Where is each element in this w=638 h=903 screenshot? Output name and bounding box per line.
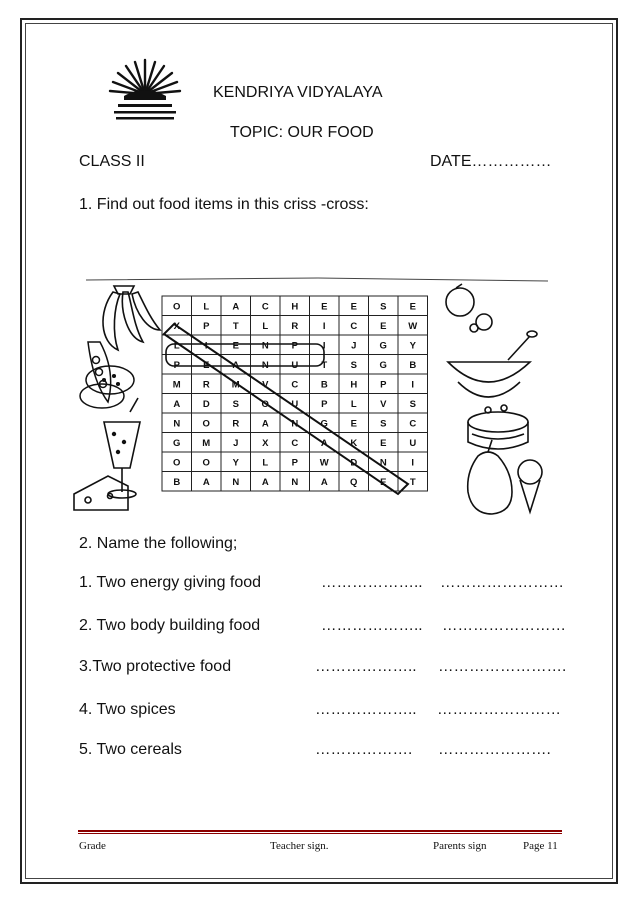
- grid-letter: B: [173, 476, 181, 488]
- grid-letter: H: [350, 379, 358, 391]
- grid-letter: E: [409, 301, 416, 313]
- bowl-icon: [448, 331, 537, 397]
- grid-letter: G: [379, 359, 387, 371]
- grid-letter: O: [202, 418, 210, 430]
- footer-page-number: Page 11: [523, 840, 558, 852]
- word-search-illustration: [68, 272, 560, 520]
- grid-letter: E: [350, 418, 357, 430]
- grid-letter: E: [380, 476, 387, 488]
- grid-letter: E: [350, 301, 357, 313]
- grid-letter: L: [203, 301, 210, 313]
- grid-letter: L: [262, 457, 269, 469]
- q2-item-3-blank-2[interactable]: …………………….: [438, 658, 567, 675]
- ice-cream-icon: [518, 460, 542, 512]
- question-1-text: 1. Find out food items in this criss -cross:: [79, 196, 369, 213]
- grid-letter: M: [231, 379, 240, 391]
- grid-letter: T: [409, 476, 416, 488]
- cheese-icon: [74, 476, 128, 510]
- grid-letter: C: [409, 418, 417, 430]
- grid-letter: S: [380, 418, 387, 430]
- grid-letter: N: [379, 457, 387, 469]
- grid-letter: P: [291, 457, 298, 469]
- grid-letter: N: [261, 359, 269, 371]
- grid-letter: T: [321, 359, 328, 371]
- grid-letter: W: [319, 457, 329, 469]
- grid-letter: I: [411, 379, 415, 391]
- q2-item-1-blank-1[interactable]: ………………..: [321, 574, 423, 591]
- q2-item-4-blank-1[interactable]: ………………..: [315, 701, 417, 718]
- grid-letter: E: [380, 320, 387, 332]
- grid-letter: G: [379, 340, 387, 352]
- grid-letter: N: [173, 418, 181, 430]
- footer-parents-sign: Parents sign: [433, 840, 487, 852]
- q2-item-4-label: 4. Two spices: [79, 701, 176, 718]
- grid-letter: L: [350, 398, 357, 410]
- footer-divider-thin: [78, 833, 562, 834]
- class-label: CLASS II: [79, 153, 145, 170]
- grid-letter: N: [261, 340, 269, 352]
- grid-letter: N: [232, 476, 240, 488]
- grid-letter: L: [262, 320, 269, 332]
- orange-icon: [446, 284, 492, 332]
- grid-letter: J: [351, 340, 357, 352]
- grid-letter: S: [350, 359, 357, 371]
- q2-item-2-blank-1[interactable]: ………………..: [321, 617, 423, 634]
- grid-letter: N: [291, 476, 299, 488]
- grid-letter: P: [321, 398, 328, 410]
- cake-icon: [468, 405, 528, 449]
- grid-letter: U: [291, 398, 299, 410]
- grid-letter: V: [262, 379, 269, 391]
- grid-letter: W: [408, 320, 418, 332]
- grid-letter: M: [202, 437, 211, 449]
- grid-letter: N: [291, 418, 299, 430]
- grid-letter: L: [173, 340, 180, 352]
- grid-letter: H: [291, 301, 299, 313]
- grid-letter: T: [232, 320, 239, 332]
- grid-letter: S: [232, 398, 239, 410]
- grid-letter: O: [202, 457, 210, 469]
- grid-letter: P: [203, 320, 210, 332]
- grid-letter: Y: [409, 340, 416, 352]
- footer-divider: [78, 830, 562, 832]
- school-name: KENDRIYA VIDYALAYA: [213, 84, 383, 101]
- grid-letter: I: [411, 457, 415, 469]
- grid-letter: P: [291, 340, 298, 352]
- grid-letter: P: [173, 359, 180, 371]
- kendriya-vidyalaya-logo: [104, 54, 186, 126]
- grid-letter: D: [202, 398, 210, 410]
- grid-letter: Q: [350, 476, 358, 488]
- grid-letter: B: [320, 379, 328, 391]
- grid-letter: U: [291, 359, 299, 371]
- grid-letter: R: [291, 320, 299, 332]
- grid-letter: O: [261, 398, 269, 410]
- grid-letter: C: [291, 379, 299, 391]
- grid-letter: B: [409, 359, 417, 371]
- grid-letter: C: [291, 437, 299, 449]
- q2-item-2-blank-2[interactable]: ……………………: [442, 617, 566, 634]
- grid-letter: R: [202, 379, 210, 391]
- grid-letter: E: [380, 437, 387, 449]
- grid-letter: Y: [232, 457, 239, 469]
- grid-letter: K: [350, 437, 358, 449]
- grid-letter: E: [232, 340, 239, 352]
- grid-letter: X: [262, 437, 269, 449]
- footer-teacher-sign: Teacher sign.: [270, 840, 329, 852]
- grid-letter: A: [232, 359, 240, 371]
- grid-letter: A: [261, 418, 269, 430]
- pear-icon: [468, 440, 512, 514]
- grid-letter: C: [261, 301, 269, 313]
- grid-letter: I: [204, 340, 208, 352]
- q2-item-4-blank-2[interactable]: ……………………: [437, 701, 561, 718]
- grid-letter: A: [202, 476, 210, 488]
- grid-letter: G: [320, 418, 328, 430]
- question-2-heading: 2. Name the following;: [79, 535, 238, 552]
- grid-letter: U: [409, 437, 417, 449]
- grid-letter: R: [232, 418, 240, 430]
- grid-letter: A: [320, 437, 328, 449]
- q2-item-2-label: 2. Two body building food: [79, 617, 261, 634]
- grid-letter: J: [233, 437, 239, 449]
- grid-letter: S: [380, 301, 387, 313]
- grid-letter: A: [320, 476, 328, 488]
- q2-item-3-label: 3.Two protective food: [79, 658, 232, 675]
- grid-letter: M: [172, 379, 181, 391]
- grid-letter: I: [322, 340, 326, 352]
- q2-item-1-blank-2[interactable]: ……………………: [440, 574, 564, 591]
- grid-letter: S: [409, 398, 416, 410]
- grid-letter: G: [173, 437, 181, 449]
- grid-letter: A: [232, 301, 240, 313]
- q2-item-3-blank-1[interactable]: ………………..: [315, 658, 417, 675]
- grid-letter: D: [350, 457, 358, 469]
- q2-item-5-blank-2[interactable]: ………………….: [438, 741, 551, 758]
- date-label: DATE……………: [430, 153, 552, 170]
- topic-title: TOPIC: OUR FOOD: [230, 124, 374, 141]
- grid-letter: X: [173, 320, 180, 332]
- grid-letter: C: [350, 320, 358, 332]
- banana-icon: [103, 286, 160, 350]
- grid-letter: P: [380, 379, 387, 391]
- grid-letter: A: [261, 476, 269, 488]
- grid-letter: A: [173, 398, 181, 410]
- footer-grade: Grade: [79, 840, 106, 852]
- grid-letter: O: [173, 301, 181, 313]
- answer-oval-diagonal: [164, 324, 408, 494]
- q2-item-5-label: 5. Two cereals: [79, 741, 182, 758]
- grid-letter: V: [380, 398, 387, 410]
- grid-letter: E: [321, 301, 328, 313]
- q2-item-1-label: 1. Two energy giving food: [79, 574, 262, 591]
- grid-letter: O: [173, 457, 181, 469]
- grid-letter: I: [322, 320, 326, 332]
- grid-letter: E: [203, 359, 210, 371]
- q2-item-5-blank-1[interactable]: ……………….: [315, 741, 413, 758]
- criss-cross-grid: [162, 296, 428, 491]
